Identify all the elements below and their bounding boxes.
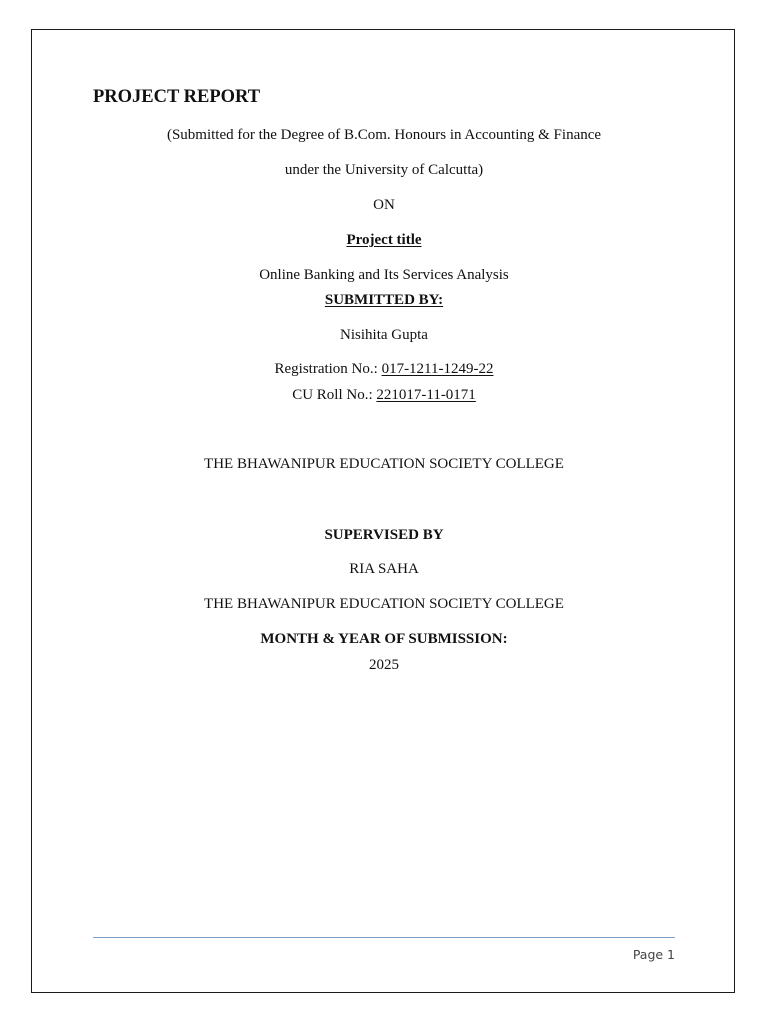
submission-date-label: MONTH & YEAR OF SUBMISSION: [260, 631, 508, 647]
footer-rule [93, 937, 675, 938]
registration-number: 017-1211-1249-22 [381, 361, 494, 377]
supervisor-college: THE BHAWANIPUR EDUCATION SOCIETY COLLEGE [204, 596, 564, 612]
page-number: Page 1 [632, 947, 675, 962]
supervised-by-label: SUPERVISED BY [324, 527, 444, 543]
roll-number: 221017-11-0171 [376, 387, 476, 403]
submitted-by-row [0, 291, 768, 309]
supervisor-name: RIA SAHA [349, 561, 419, 577]
college-name: THE BHAWANIPUR EDUCATION SOCIETY COLLEGE [204, 456, 564, 472]
submission-line-1: (Submitted for the Degree of B.Com. Honours in Accounting & Finance [166, 127, 602, 143]
project-title-label-row [0, 231, 768, 249]
on-label: ON [373, 197, 395, 213]
registration-label: Registration No.: [274, 361, 382, 377]
registration-row [0, 360, 768, 378]
roll-label: CU Roll No.: [292, 387, 377, 403]
project-title-label: Project title [346, 232, 422, 248]
submission-year: 2025 [369, 657, 399, 673]
roll-row [0, 386, 768, 404]
student-name: Nisihita Gupta [340, 327, 428, 343]
project-title: Online Banking and Its Services Analysis [259, 267, 509, 283]
submitted-by-label: SUBMITTED BY: [324, 292, 444, 308]
submission-line-2: under the University of Calcutta) [284, 162, 484, 178]
report-heading: PROJECT REPORT [93, 87, 261, 107]
